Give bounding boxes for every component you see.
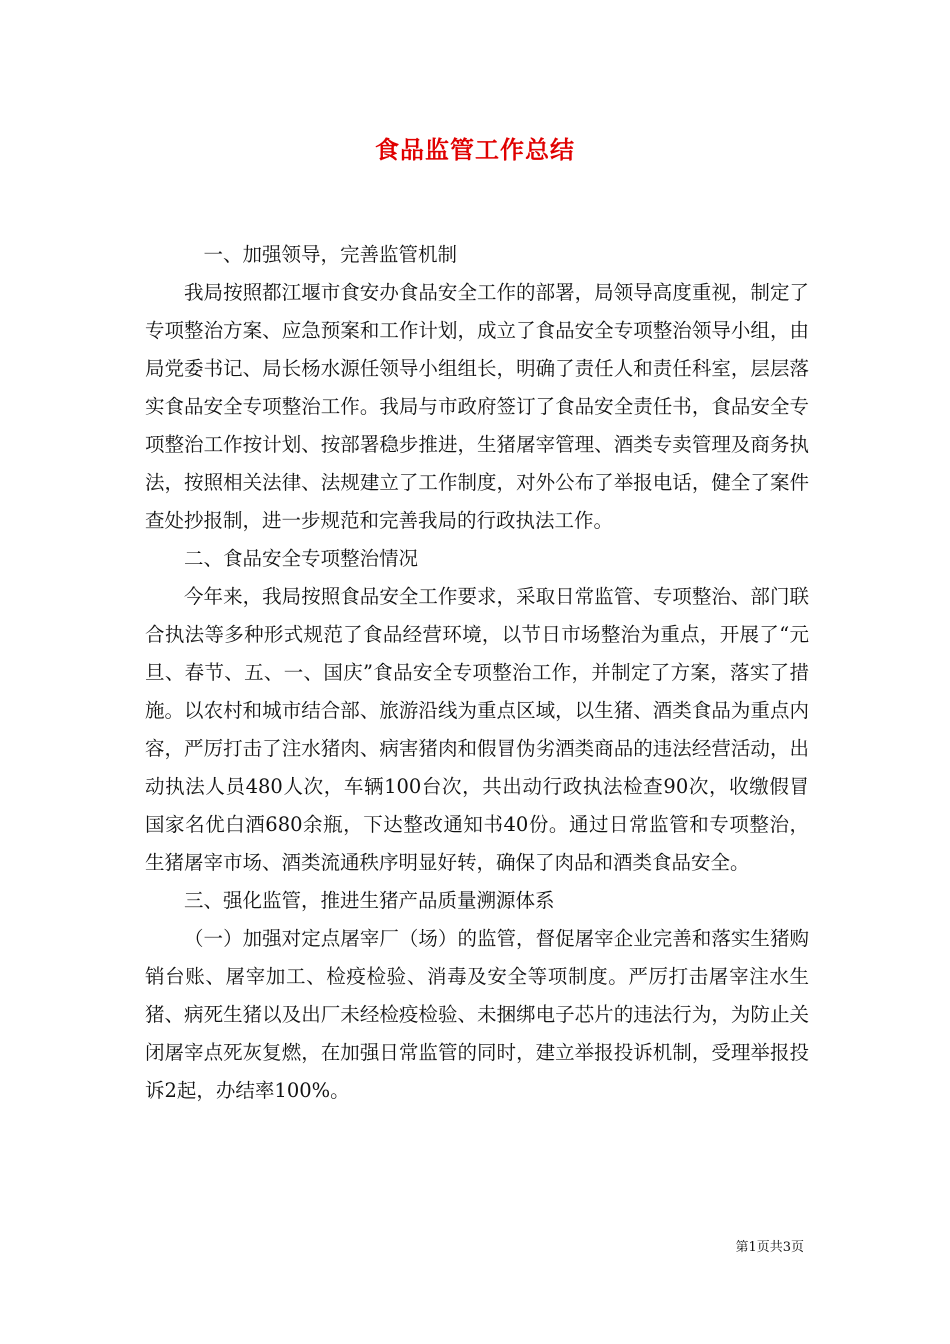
section-paragraph-3: （一）加强对定点屠宰厂（场）的监管，督促屠宰企业完善和落实生猪购销台账、屠宰加工、检疫检验、消毒及安全等项制度。严厉打击屠宰注水生猪、病死生猪以及出厂未经检疫检验、未捆绑电子芯片的违法行为，为防止关闭屠宰点死灰复燃，在加强日常监管的同时，建立举报投诉机制，受理举报投诉2起，办结率100%。 [145, 927, 809, 1102]
section-heading-3: 三、强化监管，推进生猪产品质量溯源体系 [184, 889, 555, 912]
document-title: 食品监管工作总结 [375, 135, 575, 164]
document-body [145, 236, 809, 1110]
section-paragraph-2: 今年来，我局按照食品安全工作要求，采取日常监管、专项整治、部门联合执法等多种形式规范了食品经营环境，以节日市场整治为重点，开展了“元旦、春节、五、一、国庆”食品安全专项整治工作，并制定了方案，落实了措施。以农村和城市结合部、旅游沿线为重点区域，以生猪、酒类食品为重点内容，严厉打击了注水猪肉、病害猪肉和假冒伪劣酒类商品的违法经营活动，出动执法人员480人次，车辆100台次，共出动行政执法检查90次，收缴假冒国家名优白酒680余瓶，下达整改通知书40份。通过日常监管和专项整治，生猪屠宰市场、酒类流通秩序明显好转，确保了肉品和酒类食品安全。 [145, 585, 809, 874]
section-heading-2: 二、食品安全专项整治情况 [184, 547, 419, 570]
section-heading-1: 一、加强领导，完善监管机制 [203, 243, 458, 266]
page-number-footer: 第1页共3页 [735, 1240, 804, 1255]
section-paragraph-1: 我局按照都江堰市食安办食品安全工作的部署，局领导高度重视，制定了专项整治方案、应急预案和工作计划，成立了食品安全专项整治领导小组，由局党委书记、局长杨水源任领导小组组长，明确了责任人和责任科室，层层落实食品安全专项整治工作。我局与市政府签订了食品安全责任书，食品安全专项整治工作按计划、按部署稳步推进，生猪屠宰管理、酒类专卖管理及商务执法，按照相关法律、法规建立了工作制度，对外公布了举报电话，健全了案件查处抄报制，进一步规范和完善我局的行政执法工作。 [145, 281, 809, 532]
